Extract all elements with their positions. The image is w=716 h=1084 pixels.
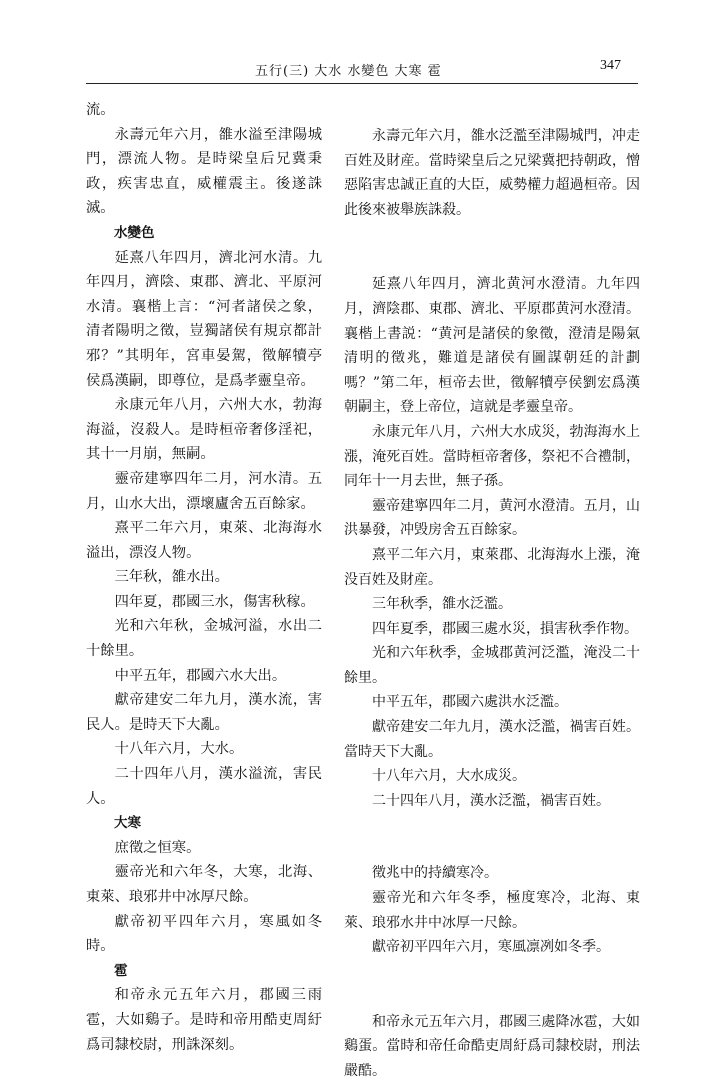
- right-paragraph: 十八年六月，大水成災。: [372, 768, 526, 785]
- right-paragraph: 三年秋季，雒水泛濫。: [372, 596, 512, 613]
- left-paragraph: 獻帝初平四年六月，寒風如冬時。: [86, 913, 322, 955]
- right-paragraph: 徵兆中的持續寒冷。: [372, 865, 498, 882]
- left-paragraph: 光和六年秋，金城河溢，水出二十餘里。: [86, 618, 322, 660]
- section-heading-water-color: 水變色: [114, 224, 155, 241]
- right-paragraph: 延熹八年四月，濟北黄河水澄清。九年四月，濟陰郡、東郡、濟北、平原郡黄河水澄清。襄楷上書説：“黄河是諸侯的象徵，澄清是陽氣清明的徵兆，難道是諸侯有圖謀朝廷的計劃嗎？”第二年，桓帝去世，徵解犢亭侯劉宏爲漢朝嗣主，登上帝位，這就是孝靈皇帝。: [344, 276, 640, 416]
- left-paragraph: 二十四年八月，漢水溢流，害民人。: [86, 766, 322, 807]
- left-paragraph: 靈帝光和六年冬，大寒，北海、東萊、琅邪井中冰厚尺餘。: [86, 864, 322, 905]
- right-paragraph: 獻帝建安二年九月，漢水泛濫，禍害百姓。當時天下大亂。: [344, 719, 640, 760]
- page-number: 347: [600, 58, 621, 73]
- left-paragraph: 獻帝建安二年九月，漢水流，害民人。是時天下大亂。: [86, 692, 322, 733]
- left-paragraph: 延熹八年四月，濟北河水清。九年四月，濟陰、東郡、濟北、平原河水清。襄楷上言：“河者諸侯之象，清者陽明之徵，豈獨諸侯有規京都計邪？”其明年，宮車晏駕，徵解犢亭侯爲漢嗣，即尊位，是爲孝靈皇帝。: [86, 249, 322, 389]
- left-paragraph: 靈帝建寧四年二月，河水清。五月，山水大出，漂壞廬舍五百餘家。: [86, 470, 322, 512]
- left-paragraph: 永康元年八月，六州大水，勃海海溢，沒殺人。是時桓帝奢侈淫祀，其十一月崩，無嗣。: [86, 397, 322, 463]
- right-paragraph: 和帝永元五年六月，郡國三處降冰雹，大如鷄蛋。當時和帝任命酷吏周紆爲司隸校尉，刑法嚴酷。: [344, 1013, 640, 1079]
- left-paragraph: 十八年六月，大水。: [114, 741, 244, 758]
- header-rule: [86, 83, 638, 84]
- original-text-column: [86, 98, 322, 1057]
- left-paragraph: 熹平二年六月，東萊、北海海水溢出，漂沒人物。: [86, 520, 322, 561]
- left-paragraph: 和帝永元五年六月，郡國三雨雹，大如鷄子。是時和帝用酷吏周紆爲司隸校尉，刑誅深刻。: [86, 987, 322, 1053]
- right-paragraph: 四年夏季，郡國三處水災，損害秋季作物。: [372, 620, 638, 637]
- section-heading-great-cold: 大寒: [114, 815, 141, 832]
- right-paragraph: 中平五年，郡國六處洪水泛濫。: [372, 694, 568, 711]
- left-paragraph: 中平五年，郡國六水大出。: [114, 667, 287, 684]
- right-paragraph: 永康元年八月，六州大水成災，勃海海水上漲，淹死百姓。當時桓帝奢侈，祭祀不合禮制，同年十一月去世，無子孫。: [344, 423, 640, 490]
- right-paragraph: 靈帝光和六年冬季，極度寒冷，北海、東萊、琅邪水井中冰厚一尺餘。: [344, 890, 640, 931]
- right-paragraph: 熹平二年六月，東萊郡、北海海水上漲，淹没百姓及財産。: [344, 546, 640, 588]
- left-paragraph: 永壽元年六月，雒水溢至津陽城門，漂流人物。是時梁皇后兄冀秉政，疾害忠直，威權震主。後遂誅滅。: [86, 126, 322, 217]
- section-heading-hail: 雹: [114, 962, 128, 979]
- left-paragraph: 庶徵之恒寒。: [114, 839, 201, 856]
- translation-column: [344, 98, 640, 1084]
- right-paragraph: 獻帝初平四年六月，寒風凛冽如冬季。: [372, 939, 610, 956]
- running-header: 五行(三) 大水 水變色 大寒 雹: [255, 64, 442, 79]
- left-paragraph: 流。: [86, 102, 115, 118]
- right-paragraph: 永壽元年六月，雒水泛濫至津陽城門，冲走百姓及財産。當時梁皇后之兄梁冀把持朝政，憎惡陷害忠誠正直的大臣，威勢權力超過桓帝。因此後來被舉族誅殺。: [344, 128, 640, 218]
- right-paragraph: 靈帝建寧四年二月，黄河水澄清。五月，山洪暴發，冲毁房舍五百餘家。: [344, 497, 640, 539]
- right-paragraph: 光和六年秋季，金城郡黄河泛濫，淹没二十餘里。: [344, 645, 640, 686]
- left-paragraph: 三年秋，雒水出。: [114, 569, 229, 586]
- right-paragraph: 二十四年八月，漢水泛濫，禍害百姓。: [372, 792, 610, 809]
- left-paragraph: 四年夏，郡國三水，傷害秋稼。: [114, 593, 315, 610]
